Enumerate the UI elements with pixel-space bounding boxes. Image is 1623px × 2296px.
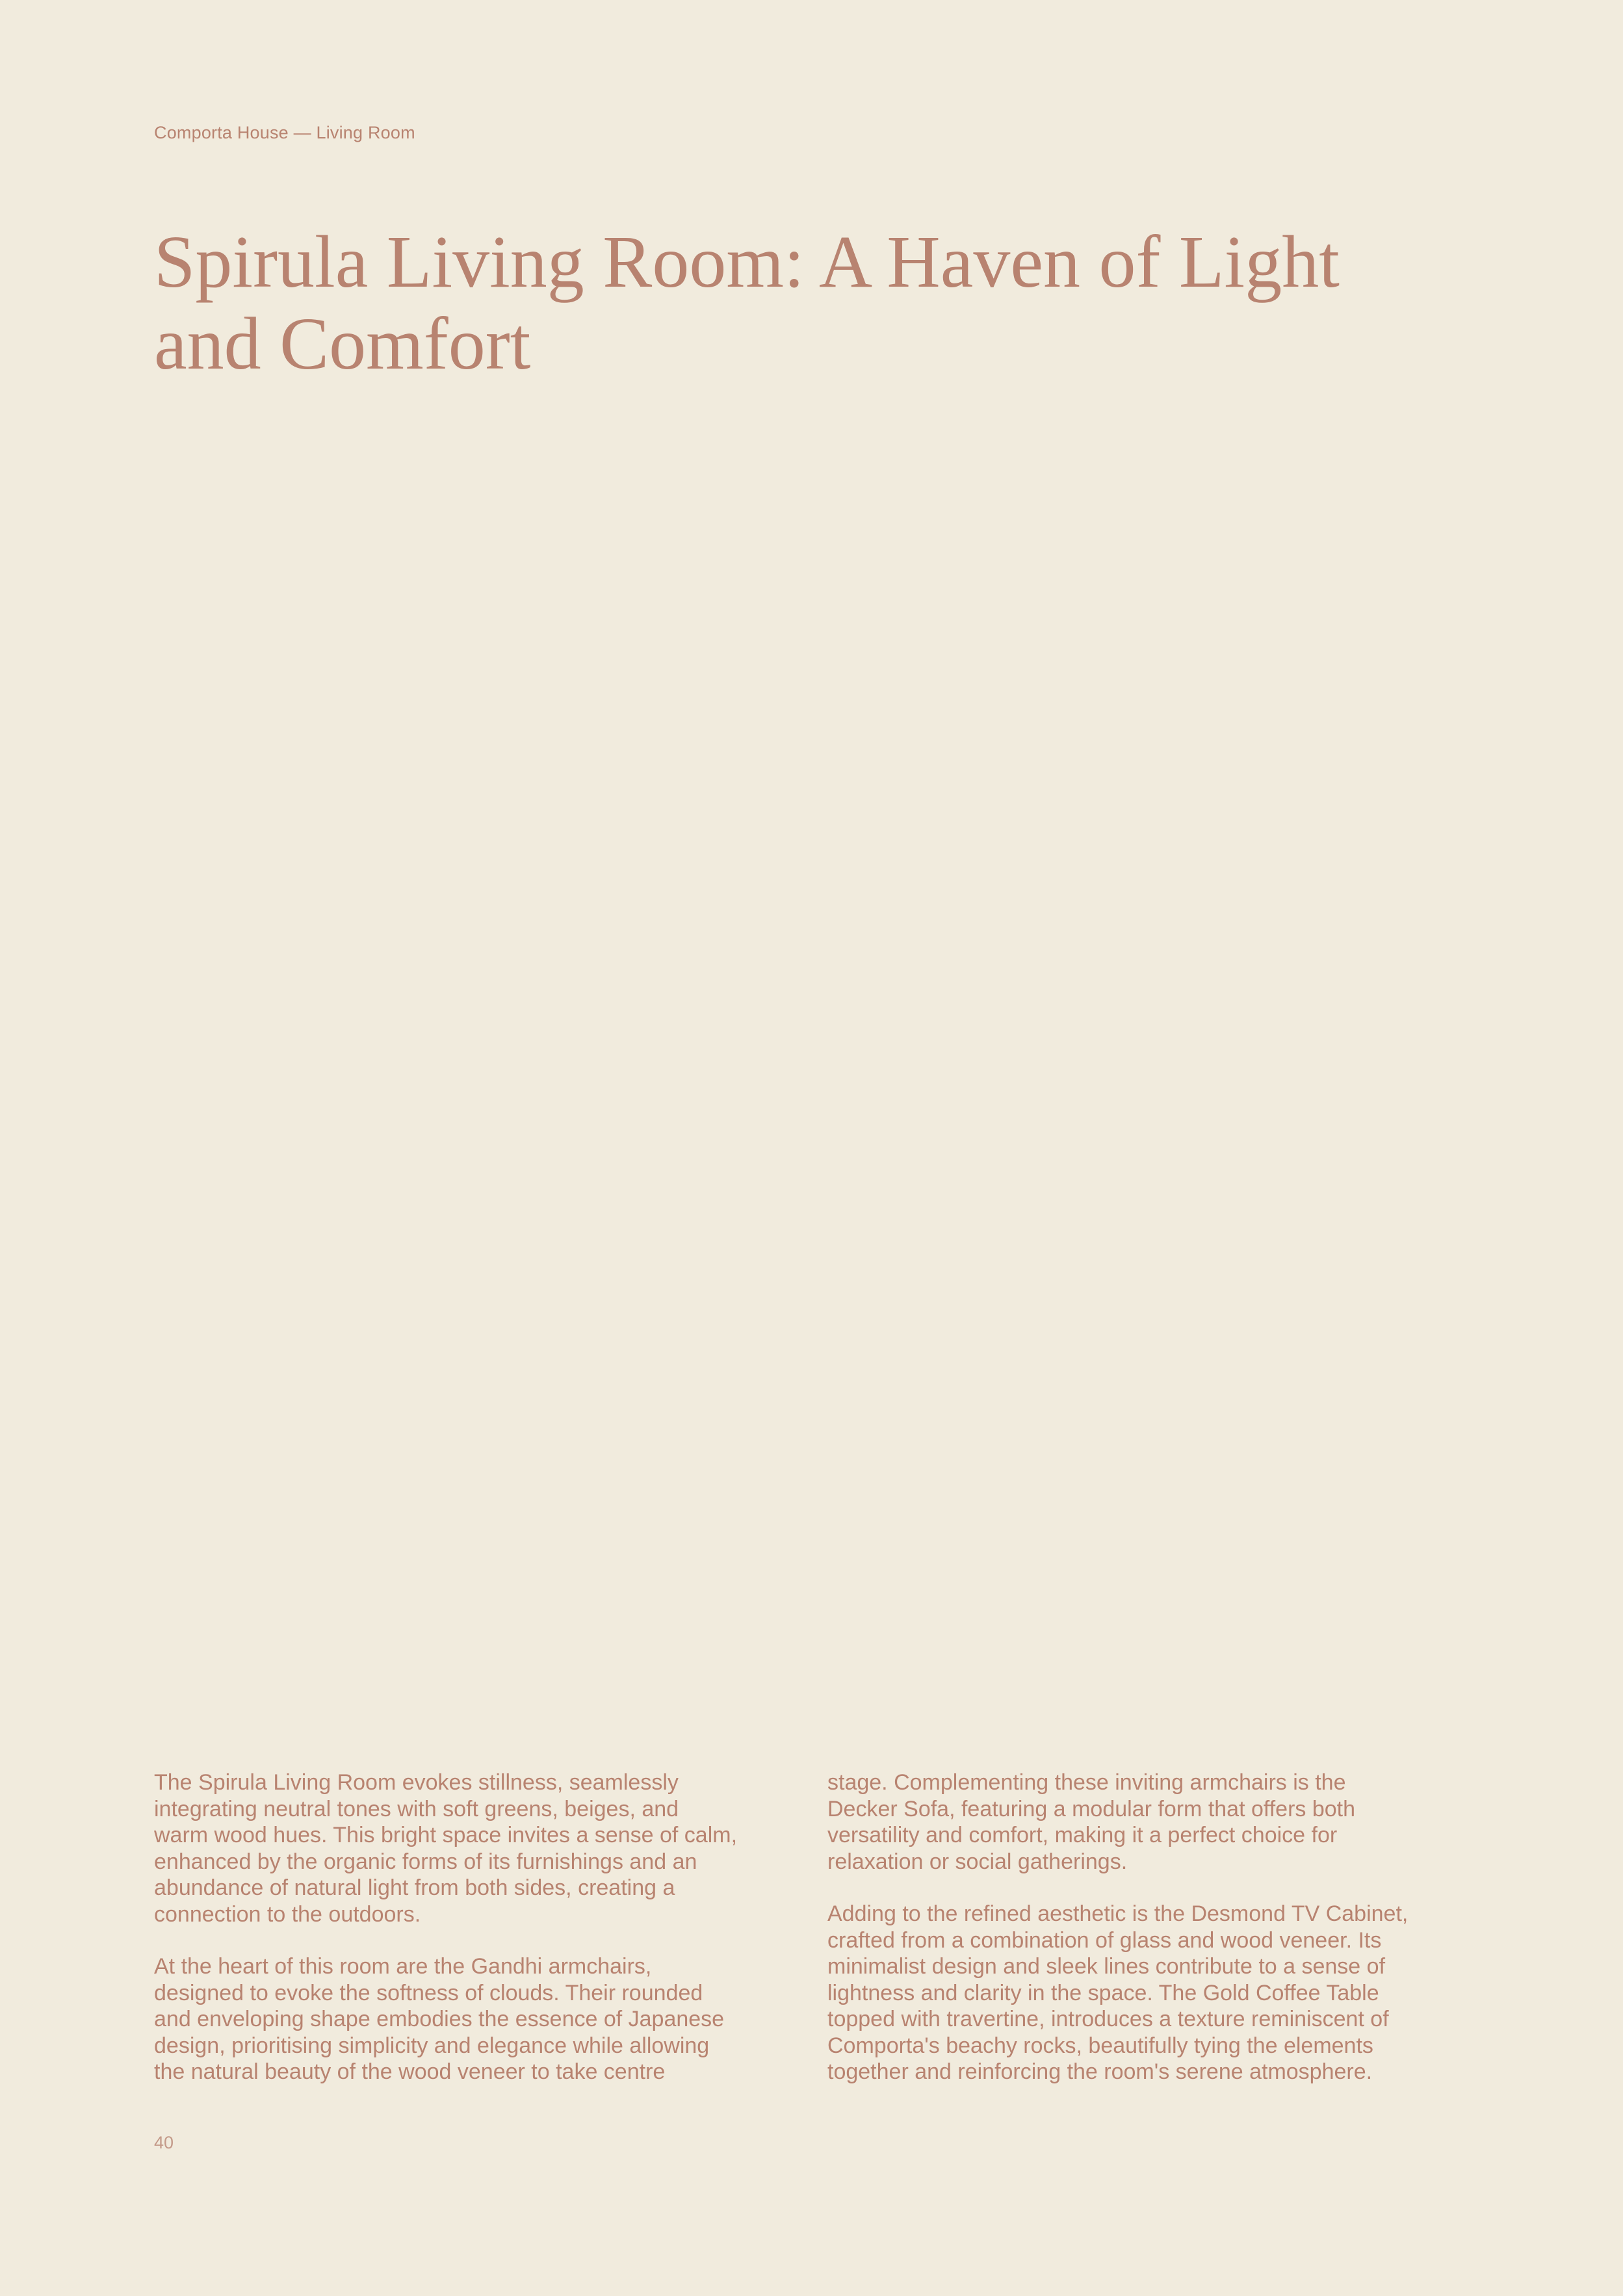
text-line: minimalist design and sleek lines contribute to a sense of	[827, 1954, 1386, 1979]
text-line: crafted from a combination of glass and wood veneer. Its	[827, 1927, 1382, 1953]
text-line: Adding to the refined aesthetic is the Desmond TV Cabinet,	[827, 1901, 1409, 1926]
text-line: relaxation or social gatherings.	[827, 1849, 1128, 1874]
paragraph-spacer	[827, 1875, 1408, 1901]
text-line: At the heart of this room are the Gandhi armchairs,	[154, 1954, 652, 1979]
text-line: design, prioritising simplicity and elegance while allowing	[154, 2033, 710, 2058]
text-line: together and reinforcing the room's serene atmosphere.	[827, 2059, 1373, 2084]
paragraph-spacer	[154, 1927, 737, 1953]
text-line: abundance of natural light from both sides, creating a	[154, 1875, 675, 1900]
paragraph	[827, 1901, 1408, 2085]
text-line: warm wood hues. This bright space invites a sense of calm,	[154, 1823, 738, 1847]
text-line: topped with travertine, introduces a texture reminiscent of	[827, 2007, 1389, 2031]
text-line: enhanced by the organic forms of its furnishings and an	[154, 1849, 697, 1874]
paragraph	[154, 1953, 737, 2085]
paragraph	[154, 1769, 737, 1927]
text-line: the natural beauty of the wood veneer to take centre	[154, 2059, 666, 2084]
body-column-left	[154, 1769, 737, 2085]
text-line: Comporta's beachy rocks, beautifully tying the elements	[827, 2033, 1373, 2058]
page-title-line: and Comfort	[154, 302, 531, 385]
text-line: Decker Sofa, featuring a modular form that offers both	[827, 1796, 1356, 1821]
text-line: stage. Complementing these inviting armchairs is the	[827, 1770, 1346, 1795]
page-number: 40	[154, 2133, 174, 2152]
breadcrumb: Comporta House — Living Room	[154, 123, 415, 142]
text-line: and enveloping shape embodies the essence of Japanese	[154, 2007, 725, 2031]
text-line: The Spirula Living Room evokes stillness, seamlessly	[154, 1770, 679, 1795]
page-title-line: Spirula Living Room: A Haven of Light	[154, 220, 1340, 303]
body-column-right	[827, 1769, 1408, 2085]
text-line: integrating neutral tones with soft greens, beiges, and	[154, 1796, 679, 1821]
text-line: connection to the outdoors.	[154, 1901, 421, 1927]
text-line: designed to evoke the softness of clouds. Their rounded	[154, 1980, 703, 2005]
page-title	[154, 221, 1552, 385]
text-line: lightness and clarity in the space. The Gold Coffee Table	[827, 1980, 1379, 2005]
text-line: versatility and comfort, making it a perfect choice for	[827, 1823, 1338, 1847]
paragraph	[827, 1769, 1408, 1875]
